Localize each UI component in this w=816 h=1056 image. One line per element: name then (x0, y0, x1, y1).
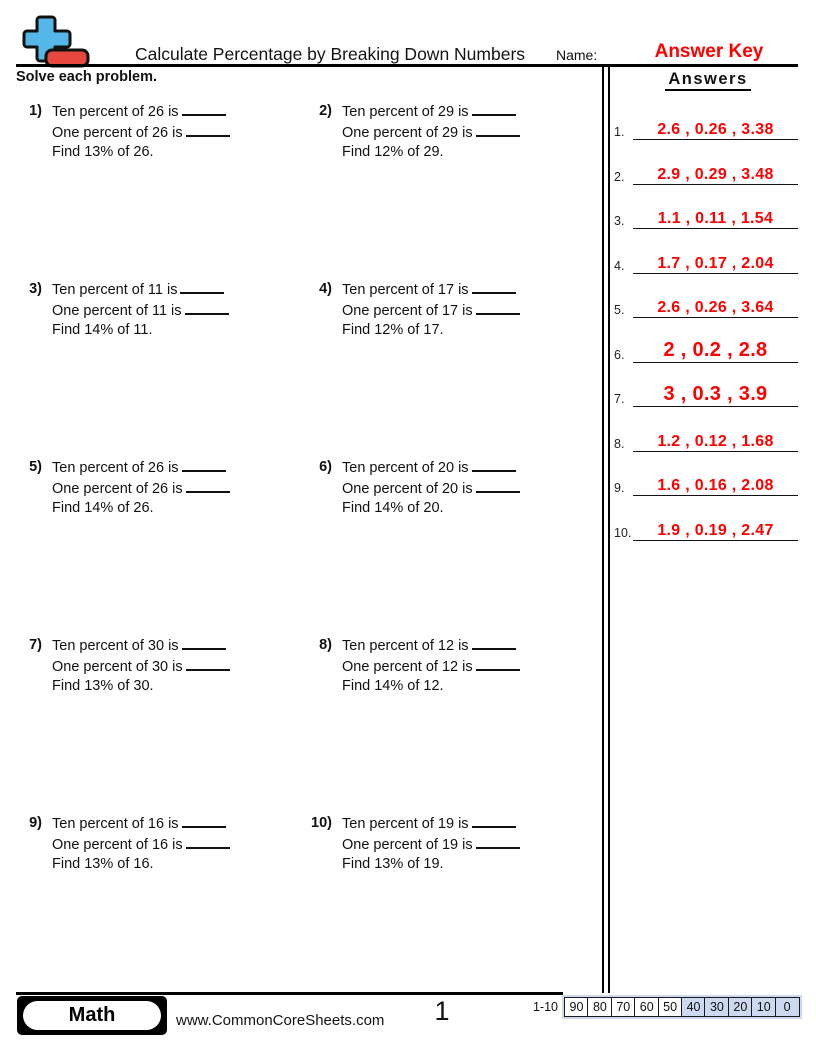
answer-number: 10. (614, 526, 632, 540)
problem-text (52, 458, 230, 519)
answer-row-3 (608, 197, 800, 231)
answer-number: 1. (614, 125, 625, 139)
answer-row-8 (608, 420, 800, 454)
problem-line: One percent of 17 is (342, 301, 520, 322)
score-cell-0: 0 (775, 997, 800, 1017)
problem-line: Find 14% of 26. (52, 500, 154, 516)
score-range-label: 1-10 (532, 1000, 558, 1014)
answers-heading: Answers (612, 70, 804, 89)
answer-blank-line (182, 636, 226, 650)
problem-line: One percent of 26 is (52, 123, 230, 144)
answer-blank-line (476, 479, 520, 493)
problem-line: One percent of 20 is (342, 479, 520, 500)
problem-line: Find 13% of 16. (52, 856, 154, 872)
problem-line: Ten percent of 26 is (52, 458, 230, 479)
answer-value: 2.6 , 0.26 , 3.64 (657, 299, 774, 316)
problem-1 (16, 102, 282, 163)
answer-value: 1.1 , 0.11 , 1.54 (657, 210, 774, 227)
answer-blank-line (472, 280, 516, 294)
answer-blank-line (180, 280, 224, 294)
answer-row-7 (608, 375, 800, 409)
website-text: www.CommonCoreSheets.com (176, 1012, 385, 1029)
answer-number: 4. (614, 259, 625, 273)
answer-underline (633, 383, 798, 407)
answer-underline (633, 299, 798, 318)
problem-line: One percent of 29 is (342, 123, 520, 144)
problem-5 (16, 458, 282, 519)
answer-blank-line (185, 301, 229, 315)
answer-row-2 (608, 153, 800, 187)
problem-text (52, 814, 230, 875)
problem-line: Ten percent of 26 is (52, 102, 230, 123)
answer-blank-line (476, 301, 520, 315)
problem-line: Find 13% of 30. (52, 678, 154, 694)
problem-line: Find 14% of 11. (52, 322, 153, 338)
answer-value: 2.6 , 0.26 , 3.38 (657, 121, 774, 138)
answer-value: 1.6 , 0.16 , 2.08 (657, 477, 774, 494)
problem-text (52, 102, 230, 163)
answer-row-4 (608, 242, 800, 276)
answer-value: 1.2 , 0.12 , 1.68 (657, 433, 774, 450)
problem-text (342, 814, 520, 875)
answer-blank-line (186, 657, 230, 671)
problem-number: 3) (29, 281, 42, 297)
answer-blank-line (476, 123, 520, 137)
problem-line: Find 13% of 26. (52, 144, 154, 160)
answer-underline (633, 433, 798, 452)
problem-number: 5) (29, 459, 42, 475)
problem-number: 8) (319, 637, 332, 653)
page-number: 1 (434, 996, 450, 1026)
answer-blank-line (476, 657, 520, 671)
answer-underline (633, 255, 798, 274)
answer-row-6 (608, 331, 800, 365)
answer-number: 8. (614, 437, 625, 451)
score-cell-60: 60 (634, 997, 659, 1017)
answer-underline (633, 166, 798, 185)
problem-text (342, 636, 520, 697)
answer-value: 3 , 0.3 , 3.9 (663, 383, 768, 405)
score-cell-50: 50 (658, 997, 683, 1017)
problem-10 (306, 814, 572, 875)
name-label: Name: (556, 47, 598, 63)
problem-3 (16, 280, 282, 341)
problem-text (52, 636, 230, 697)
problem-number: 6) (319, 459, 332, 475)
problem-number: 9) (29, 815, 42, 831)
problem-line: Ten percent of 20 is (342, 458, 520, 479)
answer-underline (633, 210, 798, 229)
answer-value: 2 , 0.2 , 2.8 (663, 339, 768, 361)
problem-9 (16, 814, 282, 875)
answer-blank-line (182, 814, 226, 828)
problem-number: 2) (319, 103, 332, 119)
subject-badge (17, 996, 167, 1035)
answer-blank-line (472, 458, 516, 472)
problem-line: One percent of 26 is (52, 479, 230, 500)
answer-blank-line (186, 835, 230, 849)
problem-7 (16, 636, 282, 697)
answer-underline (633, 339, 798, 363)
problem-6 (306, 458, 572, 519)
answer-number: 7. (614, 392, 625, 406)
answer-blank-line (182, 102, 226, 116)
problem-line: One percent of 12 is (342, 657, 520, 678)
problem-number: 4) (319, 281, 332, 297)
answer-blank-line (476, 835, 520, 849)
score-cell-80: 80 (587, 997, 612, 1017)
problem-number: 7) (29, 637, 42, 653)
problem-line: Find 14% of 20. (342, 500, 444, 516)
problem-8 (306, 636, 572, 697)
problem-line: Ten percent of 30 is (52, 636, 230, 657)
problem-line: Ten percent of 29 is (342, 102, 520, 123)
answer-number: 2. (614, 170, 625, 184)
answer-number: 6. (614, 348, 625, 362)
problem-text (342, 102, 520, 163)
header-divider-line (16, 64, 798, 67)
answer-number: 5. (614, 303, 625, 317)
answer-key-text: Answer Key (654, 41, 764, 62)
problem-line: One percent of 19 is (342, 835, 520, 856)
score-strip (562, 995, 802, 1019)
problem-number: 10) (311, 815, 332, 831)
problem-text (342, 458, 520, 519)
answer-number: 3. (614, 214, 625, 228)
problem-line: Find 13% of 19. (342, 856, 444, 872)
subject-badge-label: Math (23, 1001, 161, 1030)
problem-line: One percent of 30 is (52, 657, 230, 678)
score-cell-40: 40 (681, 997, 706, 1017)
answer-blank-line (186, 123, 230, 137)
answer-underline (633, 121, 798, 140)
footer-divider-line (16, 992, 563, 995)
answer-row-1 (608, 108, 800, 142)
instructions-text: Solve each problem. (16, 69, 158, 85)
answer-blank-line (472, 636, 516, 650)
answer-row-10 (608, 509, 800, 543)
score-cell-10: 10 (751, 997, 776, 1017)
problem-line: Ten percent of 19 is (342, 814, 520, 835)
answer-underline (633, 477, 798, 496)
score-cell-30: 30 (704, 997, 729, 1017)
answer-blank-line (472, 814, 516, 828)
score-cell-20: 20 (728, 997, 753, 1017)
problem-text (52, 280, 229, 341)
problem-2 (306, 102, 572, 163)
answer-value: 1.7 , 0.17 , 2.04 (657, 255, 774, 272)
answer-blank-line (472, 102, 516, 116)
problem-number: 1) (29, 103, 42, 119)
problem-text (342, 280, 520, 341)
answer-value: 2.9 , 0.29 , 3.48 (657, 166, 774, 183)
problem-line: One percent of 16 is (52, 835, 230, 856)
problem-line: Find 12% of 29. (342, 144, 444, 160)
answer-blank-line (186, 479, 230, 493)
problem-line: One percent of 11 is (52, 301, 229, 322)
answer-underline (633, 522, 798, 541)
score-cell-70: 70 (611, 997, 636, 1017)
problem-line: Ten percent of 12 is (342, 636, 520, 657)
answer-blank-line (182, 458, 226, 472)
answer-row-5 (608, 286, 800, 320)
problem-line: Ten percent of 11 is (52, 280, 229, 301)
problem-line: Find 12% of 17. (342, 322, 444, 338)
answer-number: 9. (614, 481, 625, 495)
score-cell-90: 90 (564, 997, 589, 1017)
worksheet-title: Calculate Percentage by Breaking Down Numbers (134, 44, 526, 64)
answer-row-9 (608, 464, 800, 498)
problem-4 (306, 280, 572, 341)
problem-line: Ten percent of 17 is (342, 280, 520, 301)
problem-line: Ten percent of 16 is (52, 814, 230, 835)
problem-line: Find 14% of 12. (342, 678, 444, 694)
answer-value: 1.9 , 0.19 , 2.47 (657, 522, 774, 539)
